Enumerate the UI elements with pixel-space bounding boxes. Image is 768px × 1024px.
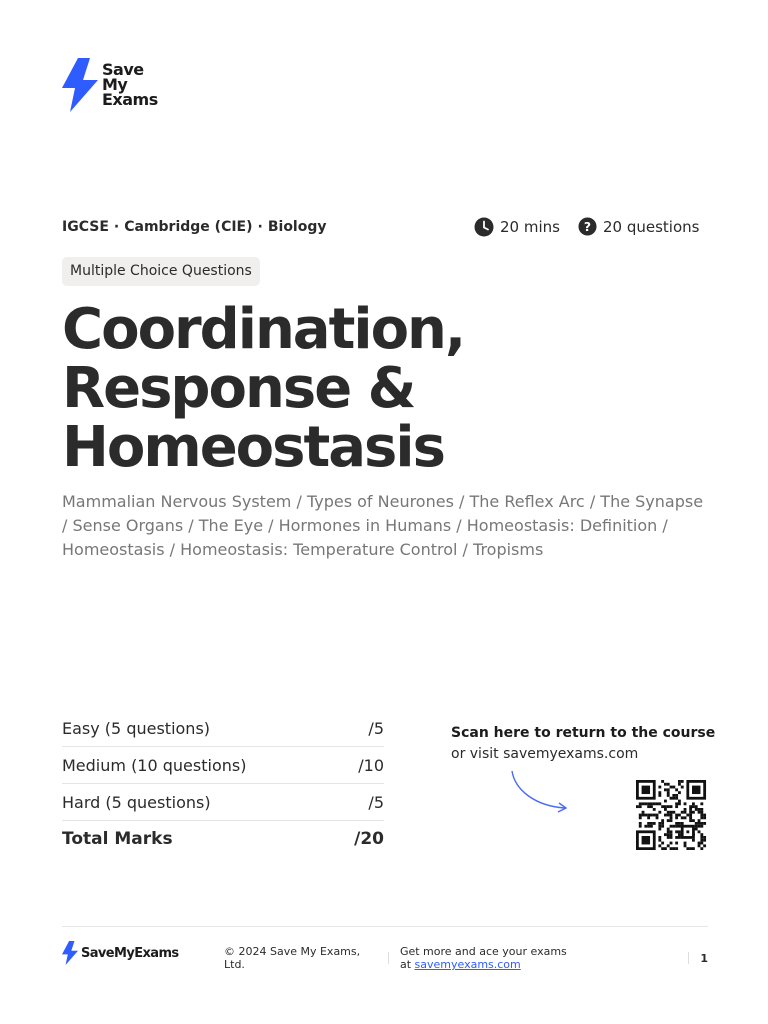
svg-text:?: ? <box>583 219 592 234</box>
breadcrumb <box>62 219 327 235</box>
footer-wordmark: SaveMyExams <box>81 945 179 961</box>
marks-row-total <box>62 821 384 857</box>
question-mark-icon <box>578 217 597 236</box>
marks-label: Medium (10 questions) <box>62 755 247 775</box>
breadcrumb-level: IGCSE <box>62 219 109 235</box>
title-line: Response & <box>62 356 415 421</box>
scan-subtitle: or visit savemyexams.com <box>451 746 639 762</box>
title-line: Homeostasis <box>62 415 444 480</box>
logo-wordmark <box>102 62 158 107</box>
page-title <box>62 297 662 480</box>
marks-label: Hard (5 questions) <box>62 792 211 812</box>
footer-separator <box>688 952 689 964</box>
footer-cta <box>400 945 677 971</box>
duration-info <box>474 217 560 237</box>
title-line: Coordination, <box>62 297 465 362</box>
topic-list: Mammalian Nervous System / Types of Neurones / The Reflex Arc / The Synapse / Sense Organs / The Eye / Hormones in Humans / Homeostasis: Definition / Homeostasis / Homeostasis: Temperature Control / Tropisms <box>62 492 704 559</box>
breadcrumb-subject: Biology <box>267 219 327 235</box>
marks-row-medium <box>62 747 384 784</box>
question-type-tag: Multiple Choice Questions <box>62 257 260 286</box>
marks-value: /5 <box>368 792 384 812</box>
page-number: 1 <box>700 951 708 965</box>
question-count-info <box>578 217 699 236</box>
logo-line-1: Save <box>102 60 144 79</box>
marks-label: Easy (5 questions) <box>62 718 211 738</box>
question-count-text: 20 questions <box>603 217 700 236</box>
logo-line-2: My <box>102 75 128 94</box>
footer-divider <box>62 926 708 927</box>
breadcrumb-separator: · <box>113 219 120 235</box>
footer-info <box>224 945 708 971</box>
marks-row-easy <box>62 710 384 747</box>
copyright-text: © 2024 Save My Exams, Ltd. <box>224 945 361 971</box>
marks-table <box>62 710 384 857</box>
marks-value: /10 <box>358 755 384 775</box>
footer-cta-text: Get more and ace your exams at <box>399 945 567 971</box>
logo-line-3: Exams <box>102 90 158 109</box>
marks-value: /5 <box>368 718 384 738</box>
marks-row-hard <box>62 784 384 821</box>
footer-website-link[interactable]: savemyexams.com <box>414 958 521 971</box>
lightning-bolt-icon <box>62 941 78 965</box>
total-label: Total Marks <box>62 829 173 849</box>
breadcrumb-board: Cambridge (CIE) <box>124 219 253 235</box>
qr-code[interactable] <box>634 780 708 850</box>
lightning-bolt-icon <box>62 58 98 112</box>
total-value: /20 <box>354 829 384 849</box>
scan-title: Scan here to return to the course <box>451 725 716 741</box>
footer-logo <box>62 941 179 965</box>
brand-logo <box>62 58 158 112</box>
footer-separator <box>388 952 389 964</box>
curved-arrow-icon <box>505 768 575 814</box>
duration-text: 20 mins <box>500 218 560 236</box>
clock-icon <box>474 217 494 237</box>
breadcrumb-separator: · <box>257 219 263 235</box>
